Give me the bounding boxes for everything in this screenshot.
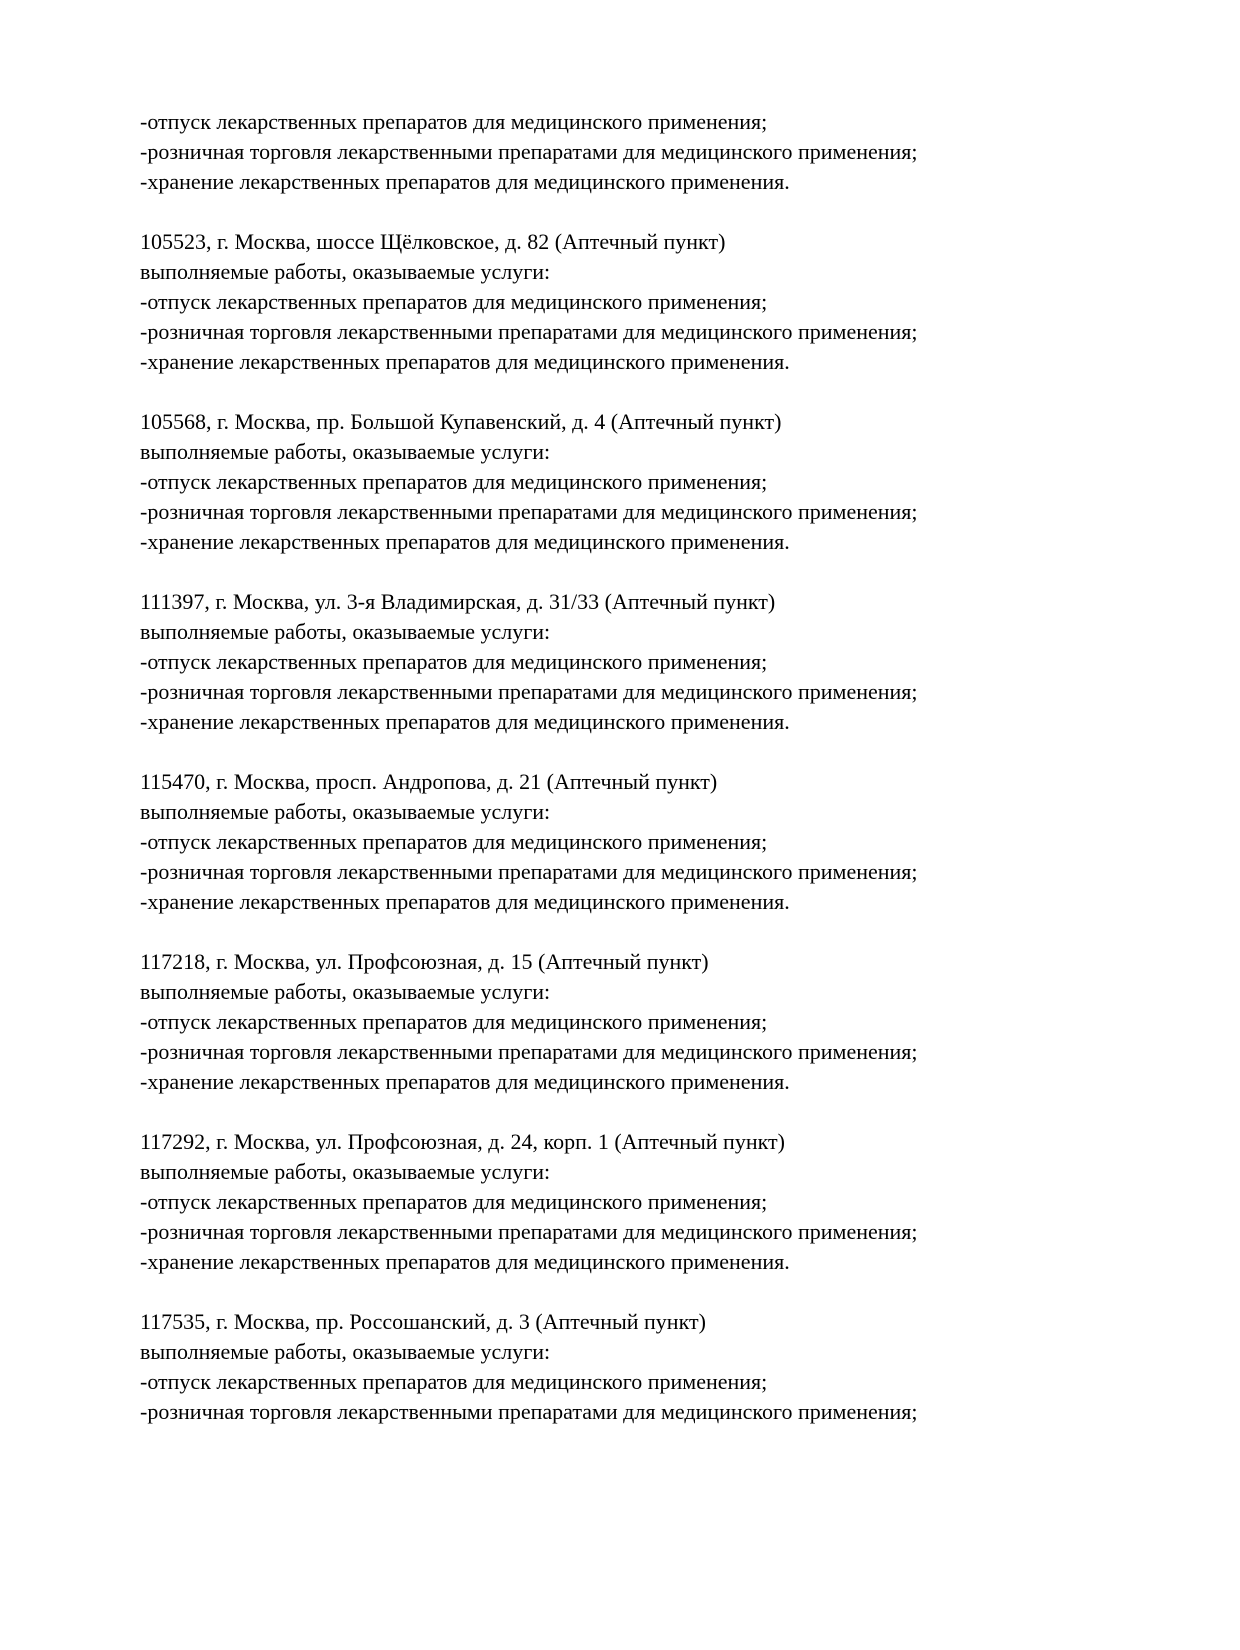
pharmacy-block [140,1127,1130,1277]
service-line: -розничная торговля лекарственными препаратами для медицинского применения; [140,1039,918,1064]
pharmacy-address: 117292, г. Москва, ул. Профсоюзная, д. 24, корп. 1 (Аптечный пункт) [140,1129,785,1154]
pharmacy-address: 105568, г. Москва, пр. Большой Купавенский, д. 4 (Аптечный пункт) [140,409,782,434]
pharmacy-block [140,587,1130,737]
leading-service-lines [140,107,1130,197]
pharmacy-block [140,407,1130,557]
pharmacy-block [140,227,1130,377]
pharmacy-address: 111397, г. Москва, ул. 3-я Владимирская, д. 31/33 (Аптечный пункт) [140,589,776,614]
service-line: -розничная торговля лекарственными препаратами для медицинского применения; [140,499,918,524]
service-line: -розничная торговля лекарственными препаратами для медицинского применения; [140,859,918,884]
service-line: -отпуск лекарственных препаратов для медицинского применения; [140,1009,768,1034]
pharmacy-blocks [140,227,1130,1427]
service-line: -хранение лекарственных препаратов для медицинского применения. [140,529,790,554]
service-line: -розничная торговля лекарственными препаратами для медицинского применения; [140,679,918,704]
service-line: -отпуск лекарственных препаратов для медицинского применения; [140,649,768,674]
service-line: -розничная торговля лекарственными препаратами для медицинского применения; [140,319,918,344]
pharmacy-address: 115470, г. Москва, просп. Андропова, д. 21 (Аптечный пункт) [140,769,718,794]
service-line: -розничная торговля лекарственными препаратами для медицинского применения; [140,1399,918,1424]
service-line: -отпуск лекарственных препаратов для медицинского применения; [140,469,768,494]
service-line: -отпуск лекарственных препаратов для медицинского применения; [140,1189,768,1214]
pharmacy-block [140,947,1130,1097]
pharmacy-address: 105523, г. Москва, шоссе Щёлковское, д. 82 (Аптечный пункт) [140,229,726,254]
pharmacy-address: 117218, г. Москва, ул. Профсоюзная, д. 15 (Аптечный пункт) [140,949,709,974]
works-label: выполняемые работы, оказываемые услуги: [140,439,551,464]
works-label: выполняемые работы, оказываемые услуги: [140,799,551,824]
service-line: -хранение лекарственных препаратов для медицинского применения. [140,169,790,194]
service-line: -хранение лекарственных препаратов для медицинского применения. [140,1069,790,1094]
pharmacy-block [140,1307,1130,1427]
service-line: -отпуск лекарственных препаратов для медицинского применения; [140,109,768,134]
works-label: выполняемые работы, оказываемые услуги: [140,1339,551,1364]
service-line: -хранение лекарственных препаратов для медицинского применения. [140,349,790,374]
service-line: -отпуск лекарственных препаратов для медицинского применения; [140,1369,768,1394]
pharmacy-block [140,767,1130,917]
service-line: -отпуск лекарственных препаратов для медицинского применения; [140,829,768,854]
works-label: выполняемые работы, оказываемые услуги: [140,1159,551,1184]
works-label: выполняемые работы, оказываемые услуги: [140,619,551,644]
works-label: выполняемые работы, оказываемые услуги: [140,259,551,284]
service-line: -хранение лекарственных препаратов для медицинского применения. [140,709,790,734]
pharmacy-address: 117535, г. Москва, пр. Россошанский, д. 3 (Аптечный пункт) [140,1309,706,1334]
service-line: -хранение лекарственных препаратов для медицинского применения. [140,1249,790,1274]
service-line: -розничная торговля лекарственными препаратами для медицинского применения; [140,139,918,164]
service-line: -хранение лекарственных препаратов для медицинского применения. [140,889,790,914]
service-line: -отпуск лекарственных препаратов для медицинского применения; [140,289,768,314]
service-line: -розничная торговля лекарственными препаратами для медицинского применения; [140,1219,918,1244]
works-label: выполняемые работы, оказываемые услуги: [140,979,551,1004]
